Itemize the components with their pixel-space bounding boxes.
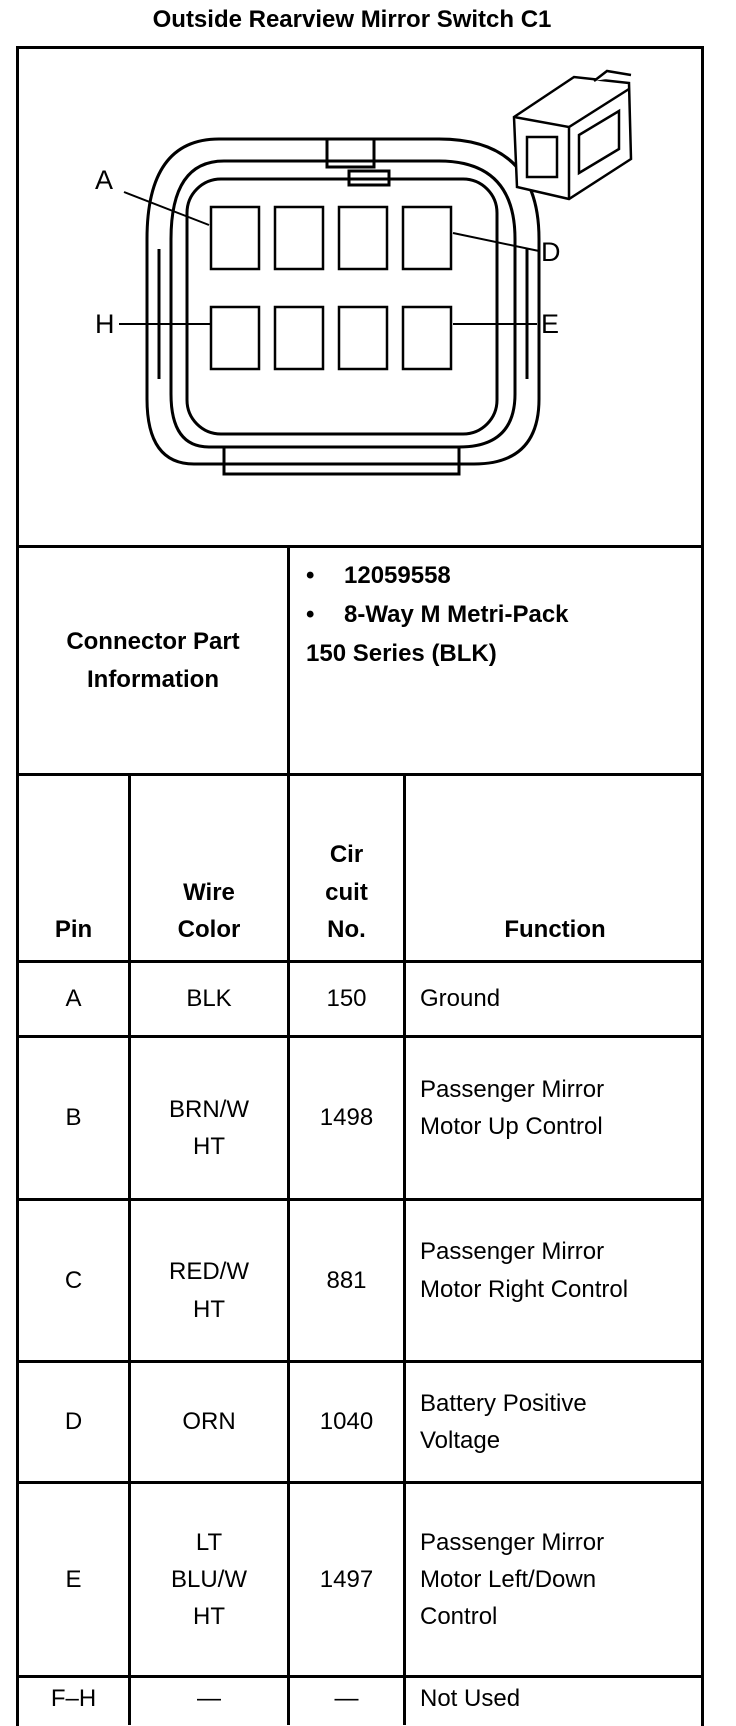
part-number: • 12059558 bbox=[306, 562, 451, 589]
cavity-a bbox=[211, 207, 259, 269]
table-row-wire: RED/W HT bbox=[169, 1258, 249, 1323]
connector-info-values bbox=[306, 556, 569, 673]
table-row-function: Passenger Mirror Motor Right Control bbox=[420, 1238, 629, 1303]
header-wire-color: Wire Color bbox=[177, 878, 241, 943]
table-row-circuit: — bbox=[334, 1685, 359, 1713]
table-row-function: Passenger Mirror Motor Up Control bbox=[420, 1075, 605, 1140]
cavity-d bbox=[403, 207, 451, 269]
cavity-e bbox=[403, 307, 451, 369]
table-row-pin: C bbox=[64, 1266, 83, 1294]
table-row-circuit: 1498 bbox=[319, 1104, 374, 1132]
pin-label-d: D bbox=[541, 237, 561, 267]
connector-series: 150 Series (BLK) bbox=[306, 640, 497, 667]
page-title: Outside Rearview Mirror Switch C1 bbox=[152, 6, 552, 33]
table-row-circuit: 1040 bbox=[319, 1408, 374, 1436]
connector-thumbnail-icon bbox=[514, 71, 631, 199]
table-row-pin: E bbox=[65, 1565, 82, 1593]
table-row-wire: ORN bbox=[182, 1408, 236, 1436]
table-row-wire: BLK bbox=[186, 985, 232, 1013]
table-row-function: Passenger Mirror Motor Left/Down Control bbox=[420, 1528, 605, 1631]
table-row-circuit: 1497 bbox=[319, 1565, 374, 1593]
table-row-pin: B bbox=[65, 1104, 82, 1132]
table-row-pin: A bbox=[65, 985, 82, 1013]
table-row-wire: LT BLU/W HT bbox=[170, 1528, 247, 1631]
table-row-pin: F–H bbox=[50, 1685, 97, 1713]
table-row-pin: D bbox=[64, 1408, 83, 1436]
connector-type: • 8-Way M Metri-Pack bbox=[306, 601, 569, 628]
table-row-circuit: 150 bbox=[326, 985, 367, 1013]
table-row-wire: — bbox=[197, 1685, 221, 1713]
header-circuit-no: Cir cuit No. bbox=[325, 841, 368, 943]
table-row-circuit: 881 bbox=[326, 1266, 367, 1294]
table-row-function: Battery Positive Voltage bbox=[420, 1389, 587, 1454]
pin-label-a: A bbox=[95, 165, 114, 195]
table-row-function: Not Used bbox=[420, 1685, 521, 1713]
connector-diagram bbox=[19, 49, 701, 549]
header-pin: Pin bbox=[54, 915, 93, 943]
pin-label-h: H bbox=[95, 309, 115, 339]
table-row-wire: BRN/W HT bbox=[169, 1095, 249, 1160]
header-function: Function bbox=[504, 915, 606, 943]
pin-label-e: E bbox=[541, 309, 560, 339]
table-row-function: Ground bbox=[420, 985, 501, 1013]
cavity-h bbox=[211, 307, 259, 369]
connector-info-label: Connector Part Information bbox=[66, 628, 240, 693]
